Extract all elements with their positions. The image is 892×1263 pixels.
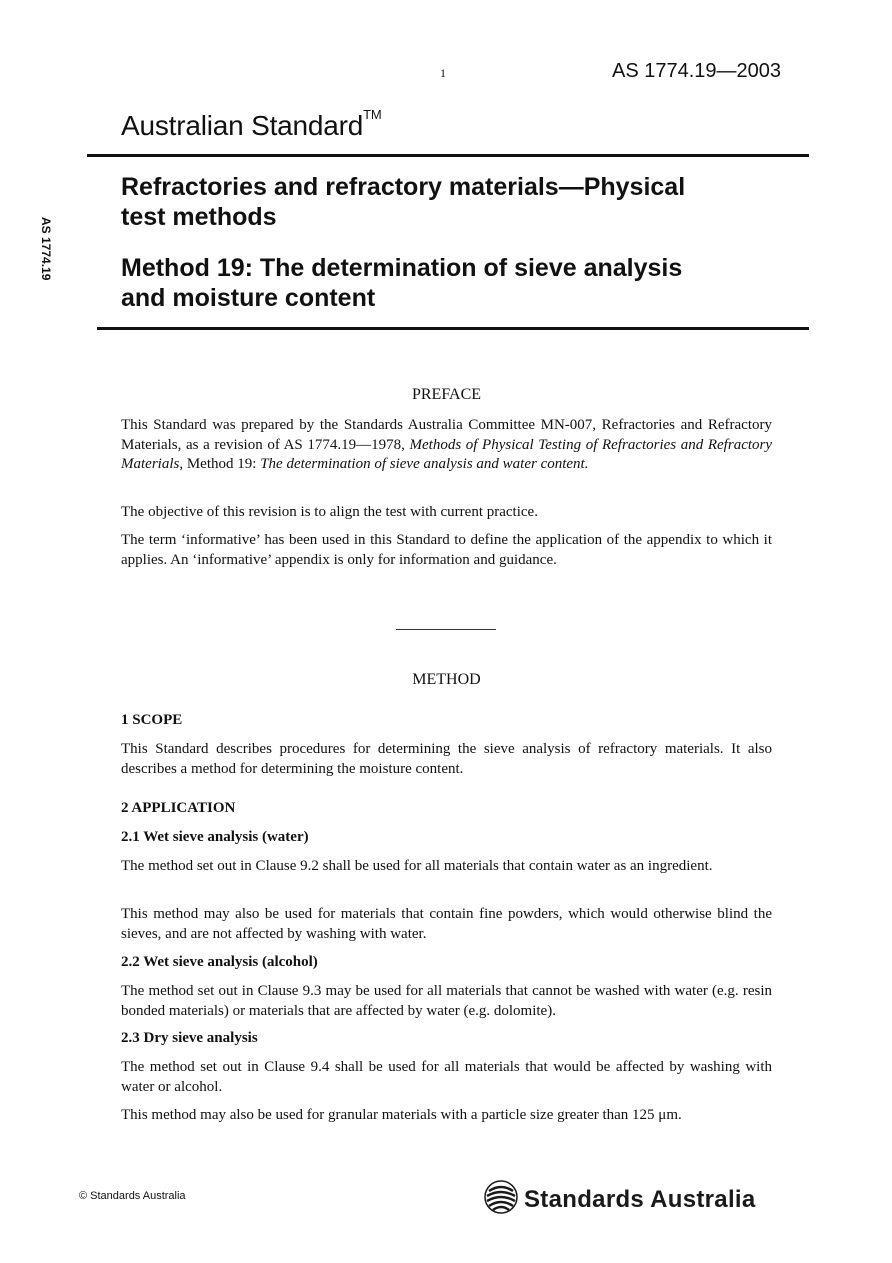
standards-australia-logo-icon xyxy=(484,1179,518,1220)
preface-paragraph-1 xyxy=(121,416,772,475)
standard-number: AS 1774.19—2003 xyxy=(612,60,782,82)
clause-2-3-heading: 2.3 Dry sieve analysis xyxy=(121,1030,258,1046)
series-label-text: Australian Standard xyxy=(121,110,364,141)
method-heading: METHOD xyxy=(412,671,481,688)
standards-australia-logo xyxy=(484,1179,756,1220)
side-standard-id: AS 1774.19 xyxy=(39,217,53,281)
clause-2-3-paragraph-1: The method set out in Clause 9.4 shall be used for all materials that would be affected by washing with water or alcohol. xyxy=(121,1059,772,1095)
method-title xyxy=(121,253,801,313)
clause-2-3-paragraph-2: This method may also be used for granular materials with a particle size greater than 125 μm. xyxy=(121,1107,682,1123)
section-divider xyxy=(396,629,496,630)
method-title-line-1: Method 19: The determination of sieve analysis xyxy=(121,254,683,282)
header-rule xyxy=(87,154,809,157)
footer-copyright: © Standards Australia xyxy=(79,1190,186,1202)
preface-p1-italic-b: Methods of Physical Testing of Refractories and Refractory Materials xyxy=(121,436,773,473)
series-label xyxy=(121,106,382,142)
clause-2-2-paragraph-1: The method set out in Clause 9.3 may be used for all materials that cannot be washed with water (e.g. resin bonded materials) or materials that are affected by water (e.g. dolomite). xyxy=(121,983,772,1019)
clause-2-2-heading: 2.2 Wet sieve analysis (alcohol) xyxy=(121,954,318,970)
application-heading: 2 APPLICATION xyxy=(121,800,236,816)
scope-text: This Standard describes procedures for determining the sieve analysis of refractory materials. It also describes a method for determining the moisture content. xyxy=(121,741,772,777)
title-line-1: Refractories and refractory materials—Physical xyxy=(121,173,686,201)
page-number: 1 xyxy=(440,66,446,80)
standards-australia-logo-text: Standards Australia xyxy=(524,1185,756,1213)
clause-2-1-paragraph-2: This method may also be used for materials that contain fine powders, which would otherwise blind the sieves, and are not affected by washing with water. xyxy=(121,906,772,942)
method-title-line-2: and moisture content xyxy=(121,284,376,312)
preface-paragraph-2: The objective of this revision is to align the test with current practice. xyxy=(121,504,538,520)
preface-p1-text-a: This Standard was prepared by the Standards Australia Committee MN-007, Refractories and Refractory Materials, as a revision of AS 1774.19—1978, xyxy=(121,417,772,453)
clause-2-1-heading: 2.1 Wet sieve analysis (water) xyxy=(121,829,309,845)
preface-p1-text-c: , Method 19: xyxy=(179,456,261,473)
preface-p1-italic-d: The determination of sieve analysis and water content. xyxy=(260,456,589,473)
document-title xyxy=(121,172,801,232)
scope-heading: 1 SCOPE xyxy=(121,712,183,728)
clause-2-1-paragraph-1: The method set out in Clause 9.2 shall be used for all materials that contain water as an ingredient. xyxy=(121,858,713,874)
title-line-2: test methods xyxy=(121,203,277,231)
preface-paragraph-3: The term ‘informative’ has been used in this Standard to define the application of the appendix to which it applies. An ‘informative’ appendix is only for information and guidance. xyxy=(121,532,772,568)
title-rule xyxy=(97,327,809,330)
trademark-mark: TM xyxy=(363,106,382,122)
preface-heading: PREFACE xyxy=(411,386,482,403)
